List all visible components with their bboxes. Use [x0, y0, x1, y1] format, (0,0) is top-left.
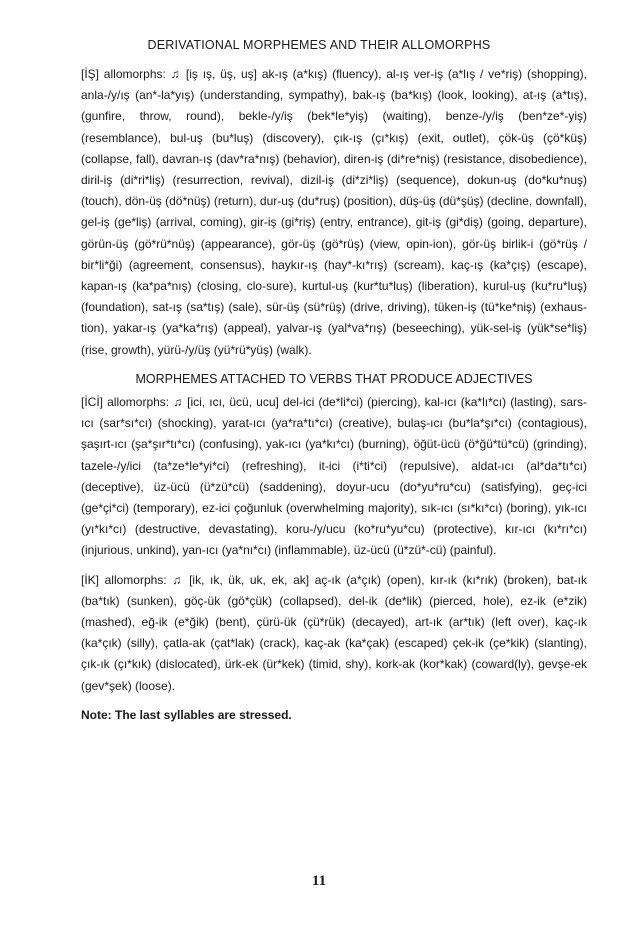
section-title-adjectives: MORPHEMES ATTACHED TO VERBS THAT PRODUCE ADJECTIVES [135, 371, 533, 386]
stress-note: Note: The last syllables are stressed. [81, 707, 292, 722]
ik-allomorphs-paragraph: [İK] allomorphs: ♫ [ik, ık, ük, uk, ek, ak] aç-ık (a*çık) (open), kır-ık (kı*rık) (broken), bat-ık (ba*tık) (sunken), göç-ük (gö*çük) (collapsed), del-ik (de*lik) (pierced, hole), ez-ik (e*zik) (mashed), eğ-ik (e*ğik) (bent), çürü-ük (çü*rük) (decayed), art-ık (ar*tık) (left over), kaç-ık (ka*çık) (silly), çatla-ak (çat*lak) (crack), kaç-ak (ka*çak) (escaped) çek-ik (çe*kik) (slanting), çık-ık (çı*kık) (dislocated), ürk-ek (ür*kek) (timid, shy), kork-ak (kor*kak) (coward(ly), gevşe-ek (gev*şek) (loose). [81, 572, 587, 693]
ici-allomorphs-paragraph: [İCİ] allomorphs: ♫ [ici, ıcı, ücü, ucu] del-ici (de*li*ci) (piercing), kal-ıcı (ka*lı*cı) (lasting), sars-ıcı (sar*sı*cı) (shocking), yarat-ıcı (ya*ra*tı*cı) (creative), bulaş-ıcı (bu*la*şı*cı) (contagious), şaşırt-ıcı (şa*şır*tı*cı) (confusing), yak-ıcı (ya*kı*cı) (burning), öğüt-ücü (ö*ğü*tü*cü) (grinding), tazele-/y/ici (ta*ze*le*yi*ci) (refreshing), it-ici (i*ti*ci) (repulsive), aldat-ıcı (al*da*tı*cı) (deceptive), üz-ücü (ü*zü*cü) (saddening), doyur-ucu (do*yu*ru*cu) (satisfying), geç-ici (ge*çi*ci) (temporary), ez-ici çoğunluk (overwhelming majority), sık-ıcı (sı*kı*cı) (boring), yık-ıcı (yı*kı*cı) (destructive, devastating), koru-/y/ucu (ko*ru*yu*cu) (protective), kır-ıcı (kı*rı*cı) (injurious, unkind), yan-ıcı (ya*nı*cı) (inflammable), üz-ücü (ü*zü*-cü) (painful). [81, 395, 587, 558]
page-body [81, 64, 587, 726]
is-allomorphs-paragraph: [İŞ] allomorphs: ♫ [iş ış, üş, uş] ak-ış (a*kış) (fluency), al-ış ver-iş (a*lış / ve*riş) (shopping), anla-/y/ış (an*-la*yış) (understanding, sympathy), bak-ış (ba*kış) (look, looking), at-ış (a*tış), (gunfire, throw, round), bekle-/y/iş (bek*le*yiş) (waiting), benze-/y/iş (ben*ze*-yiş) (resemblance), bul-uş (bu*luş) (discovery), çık-ış (çı*kış) (exit, outlet), çök-üş (çö*küş) (collapse, fall), davran-ış (dav*ra*nış) (behavior), diren-iş (di*re*niş) (resistance, disobedience), diril-iş (di*ri*liş) (resurrection, revival), dizil-iş (di*zi*liş) (sequence), dokun-uş (do*ku*nuş) (touch), dön-üş (dö*nüş) (return), dur-uş (du*ruş) (position), düş-üş (dü*şüş) (decline, downfall), gel-iş (ge*liş) (arrival, coming), gir-iş (gi*riş) (entry, entrance), git-iş (gi*diş) (going, departure), görün-üş (gö*rü*nüş) (appearance), gör-üş (gö*rüş) (view, opin-ion), gör-üş birlik-i (gö*rüş / bir*li*ği) (agreement, consensus), haykır-ış (hay*-kı*rış) (scream), kaç-ış (ka*çış) (escape), kapan-ış (ka*pa*nış) (closing, clo-sure), kurtul-uş (kur*tu*luş) (liberation), kurul-uş (ku*ru*luş) (foundation), sat-ış (sa*tış) (sale), sür-üş (sü*rüş) (drive, driving), tüken-iş (tü*ke*niş) (exhaus-tion), yakar-ış (ya*ka*rış) (appeal), yalvar-ış (yal*va*rış) (beseeching), yük-sel-iş (yük*se*liş) (rise, growth), yürü-/y/üş (yü*rü*yüş) (walk). [81, 67, 587, 357]
page-number: 11 [311, 873, 327, 889]
running-header: DERIVATIONAL MORPHEMES AND THEIR ALLOMORPHS [147, 38, 491, 52]
